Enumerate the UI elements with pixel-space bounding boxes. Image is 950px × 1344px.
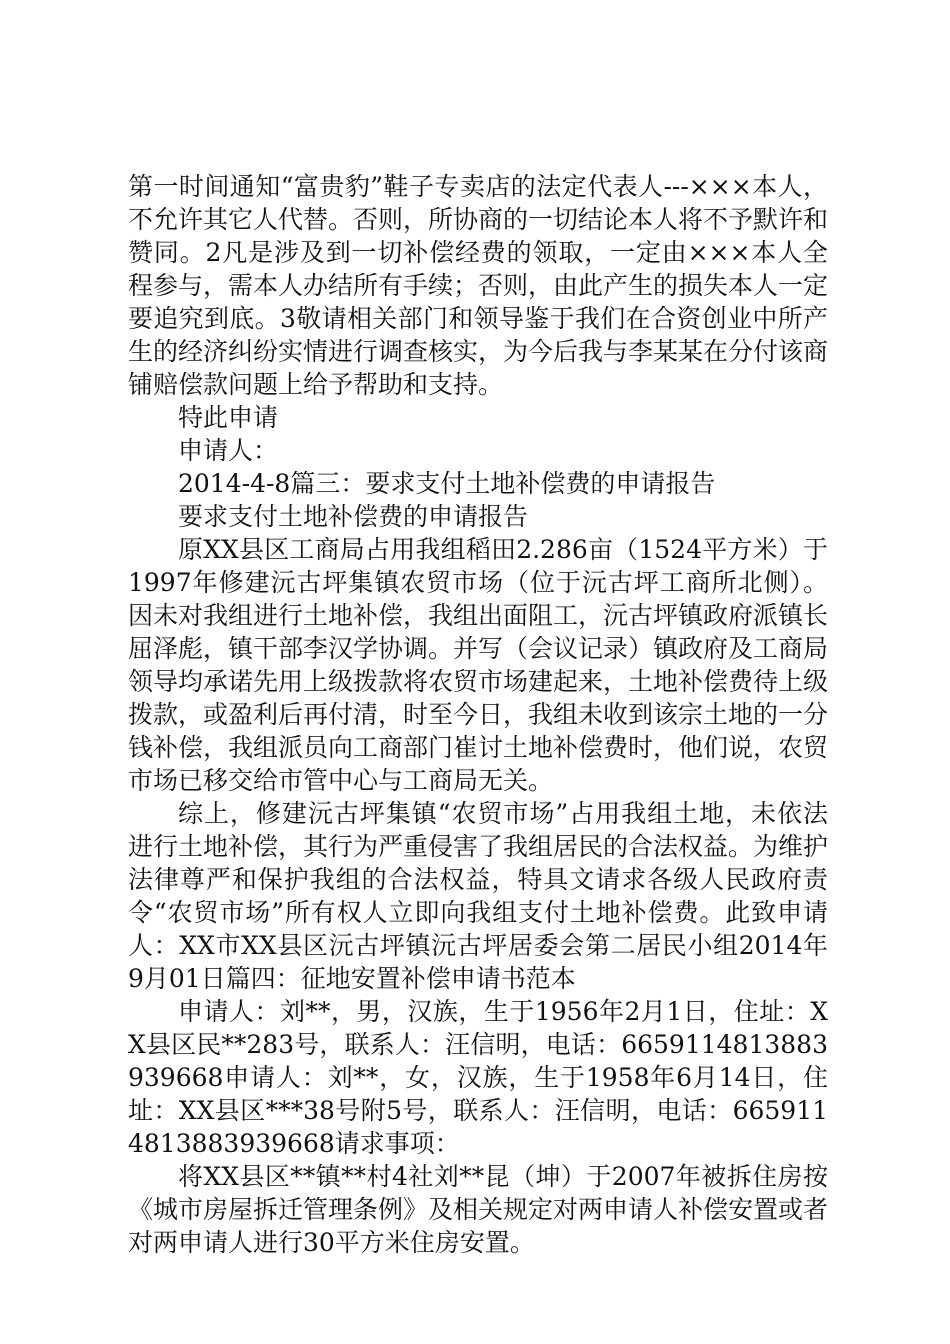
paragraph-continuation: 第一时间通知“富贵豹”鞋子专卖店的法定代表人---×××本人，不允许其它人代替。否则，所协商的一切结论本人将不予默许和赞同。2凡是涉及到一切补偿经费的领取，一定由×××本人全程参与，需本人办结所有手续；否则，由此产生的损失本人一定要追究到底。3敬请相关部门和领导鉴于我们在合资创业中所产生的经济纠纷实情进行调查核实，为今后我与李某某在分付该商铺赔偿款问题上给予帮助和支持。 <box>128 172 829 399</box>
paragraph-date-section-three: 2014-4-8篇三：要求支付土地补偿费的申请报告 <box>178 469 716 498</box>
paragraph-summary-request: 综上，修建沅古坪集镇“农贸市场”占用我组土地，未依法进行土地补偿，其行为严重侵害了我组居民的合法权益。为维护法律尊严和保护我组的合法权益，特具文请求各级人民政府责令“农贸市场”所有权人立即向我组支付土地补偿费。此致申请人：XX市XX县区沅古坪镇沅古坪居委会第二居民小组2014年9月01日篇四：征地安置补偿申请书范本 <box>128 799 829 993</box>
paragraph-applicants: 申请人：刘**，男，汉族，生于1956年2月1日，住址：XX县区民**283号，联系人：汪信明，电话：6659114813883939668申请人：刘**，女，汉族，生于1958年6月14日，住址：XX县区***38号附5号，联系人：汪信明，电话：6659114813883939668请求事项： <box>128 997 828 1158</box>
document-body <box>128 170 828 1259</box>
paragraph-report-title: 要求支付土地补偿费的申请报告 <box>178 502 529 531</box>
paragraph-closing-request: 特此申请 <box>178 403 279 432</box>
paragraph-applicant-label: 申请人： <box>178 436 279 465</box>
paragraph-land-occupation: 原XX县区工商局占用我组稻田2.286亩（1524平方米）于1997年修建沅古坪集镇农贸市场（位于沅古坪工商所北侧）。因未对我组进行土地补偿，我组出面阻工，沅古坪镇政府派镇长屈泽彪，镇干部李汉学协调。并写（会议记录）镇政府及工商局领导均承诺先用上级拨款将农贸市场建起来，土地补偿费待上级拨款，或盈利后再付清，时至今日，我组未收到该宗土地的一分钱补偿，我组派员向工商部门崔讨土地补偿费时，他们说，农贸市场已移交给市管中心与工商局无关。 <box>128 535 829 795</box>
paragraph-request-items: 将XX县区**镇**村4社刘**昆（坤）于2007年被拆住房按《城市房屋拆迁管理条例》及相关规定对两申请人补偿安置或者对两申请人进行30平方米住房安置。 <box>128 1162 829 1257</box>
